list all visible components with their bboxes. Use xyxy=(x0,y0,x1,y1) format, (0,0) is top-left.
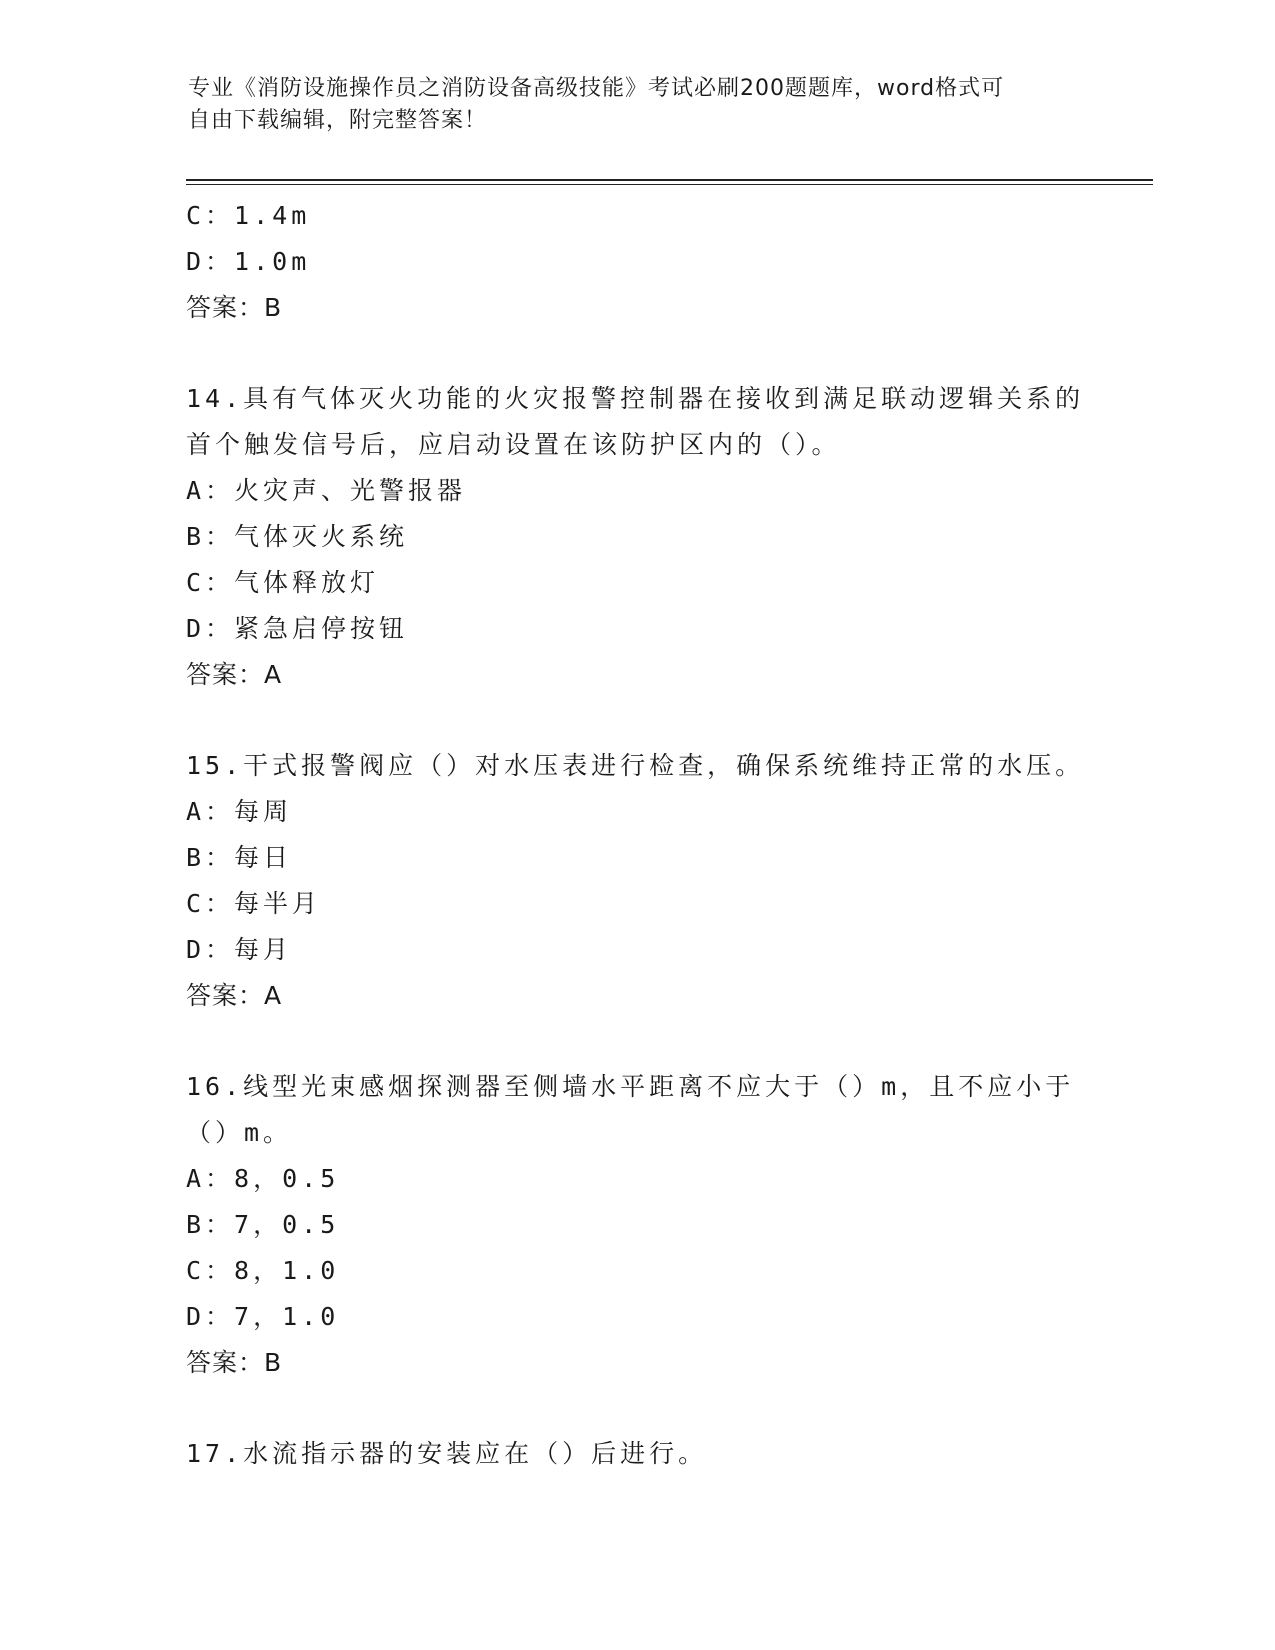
header-rule-thick xyxy=(186,179,1153,181)
question-13 xyxy=(186,193,1086,331)
option-a: A：每周 xyxy=(186,797,293,826)
option-b: B：气体灭火系统 xyxy=(186,522,409,551)
answer: 答案：A xyxy=(186,981,283,1010)
option-d: D：1.0m xyxy=(186,247,311,276)
option-d: D：7，1.0 xyxy=(186,1302,340,1331)
spacer xyxy=(186,1019,1086,1064)
question-16 xyxy=(186,1064,1086,1386)
question-stem: 17.水流指示器的安装应在（）后进行。 xyxy=(186,1439,708,1468)
question-stem-continued: 首个触发信号后，应启动设置在该防护区内的（）。 xyxy=(186,430,841,459)
option-b: B：每日 xyxy=(186,843,293,872)
option-c: C：气体释放灯 xyxy=(186,568,380,597)
question-stem: 15.干式报警阀应（）对水压表进行检查，确保系统维持正常的水压。 xyxy=(186,751,1085,780)
spacer xyxy=(186,698,1086,743)
option-b: B：7，0.5 xyxy=(186,1210,340,1239)
option-c: C：每半月 xyxy=(186,889,322,918)
answer: 答案：B xyxy=(186,1348,283,1377)
question-stem: 16.线型光束感烟探测器至侧墙水平距离不应大于（）m，且不应小于 xyxy=(186,1072,1075,1101)
answer: 答案：A xyxy=(186,660,283,689)
option-c: C：8，1.0 xyxy=(186,1256,340,1285)
option-a: A：8，0.5 xyxy=(186,1164,340,1193)
document-header xyxy=(188,73,1068,137)
option-d: D：每月 xyxy=(186,935,293,964)
question-17 xyxy=(186,1431,1086,1477)
question-15 xyxy=(186,743,1086,1019)
header-rule-thin xyxy=(186,184,1153,185)
question-stem-continued: （）m。 xyxy=(186,1118,293,1147)
spacer xyxy=(186,1386,1086,1431)
header-line-2: 自由下载编辑，附完整答案！ xyxy=(188,108,488,133)
option-d: D：紧急启停按钮 xyxy=(186,614,409,643)
option-a: A：火灾声、光警报器 xyxy=(186,476,467,505)
question-list xyxy=(186,193,1086,1477)
header-line-1: 专业《消防设施操作员之消防设备高级技能》考试必刷200题题库，word格式可 xyxy=(188,76,1005,101)
option-c: C：1.4m xyxy=(186,201,311,230)
spacer xyxy=(186,331,1086,376)
question-stem: 14.具有气体灭火功能的火灾报警控制器在接收到满足联动逻辑关系的 xyxy=(186,384,1085,413)
answer: 答案：B xyxy=(186,293,283,322)
question-14 xyxy=(186,376,1086,698)
